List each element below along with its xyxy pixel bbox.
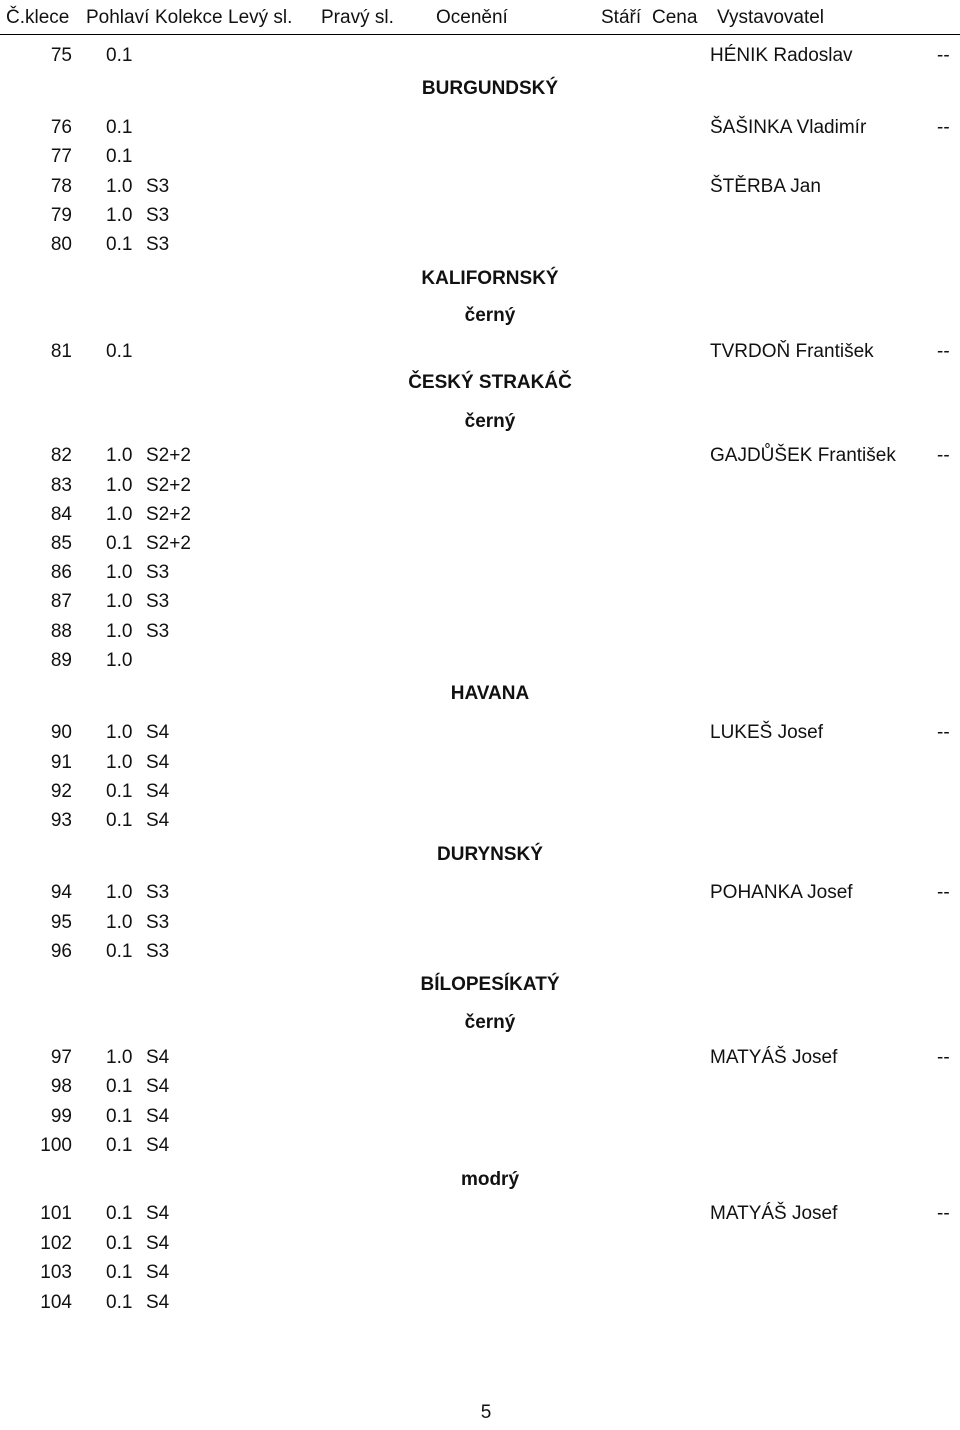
table-row bbox=[0, 1047, 960, 1076]
rating-dash: -- bbox=[937, 882, 950, 903]
table-row bbox=[0, 912, 960, 941]
cage-number: 77 bbox=[50, 146, 72, 167]
cage-number: 96 bbox=[50, 941, 72, 962]
cage-number: 81 bbox=[50, 341, 72, 362]
sex-code: 0.1 bbox=[106, 533, 133, 554]
table-row bbox=[0, 722, 960, 751]
sex-code: 1.0 bbox=[106, 504, 133, 525]
sex-code: 1.0 bbox=[106, 882, 133, 903]
table-row bbox=[0, 1292, 960, 1321]
sex-code: 1.0 bbox=[106, 650, 133, 671]
grade: S4 bbox=[146, 1106, 170, 1127]
header-age: Stáří bbox=[601, 7, 642, 28]
cage-number: 100 bbox=[40, 1135, 72, 1156]
table-row bbox=[0, 341, 960, 370]
sex-code: 0.1 bbox=[106, 234, 133, 255]
page-number: 5 bbox=[480, 1402, 492, 1423]
rating-dash: -- bbox=[937, 722, 950, 743]
table-row bbox=[0, 810, 960, 839]
table-row bbox=[0, 1076, 960, 1105]
breed-heading: černý bbox=[464, 411, 516, 432]
table-row bbox=[0, 1203, 960, 1232]
rating-dash: -- bbox=[937, 341, 950, 362]
table-row bbox=[0, 533, 960, 562]
grade: S3 bbox=[146, 205, 170, 226]
grade: S4 bbox=[146, 1203, 170, 1224]
cage-number: 80 bbox=[50, 234, 72, 255]
cage-number: 93 bbox=[50, 810, 72, 831]
table-row bbox=[0, 146, 960, 175]
sex-code: 0.1 bbox=[106, 781, 133, 802]
sex-code: 0.1 bbox=[106, 1233, 133, 1254]
grade: S2+2 bbox=[146, 445, 191, 466]
breed-heading: černý bbox=[464, 1012, 516, 1033]
table-row bbox=[0, 176, 960, 205]
exhibitor-name: ŠTĚRBA Jan bbox=[710, 176, 821, 197]
sex-code: 0.1 bbox=[106, 810, 133, 831]
exhibitor-name: HÉNIK Radoslav bbox=[710, 45, 853, 66]
sex-code: 1.0 bbox=[106, 445, 133, 466]
cage-number: 99 bbox=[50, 1106, 72, 1127]
table-row bbox=[0, 562, 960, 591]
cage-number: 78 bbox=[50, 176, 72, 197]
header-left-column: Levý sl. bbox=[228, 7, 293, 28]
breed-heading: HAVANA bbox=[450, 683, 530, 704]
table-row bbox=[0, 621, 960, 650]
table-row bbox=[0, 1135, 960, 1164]
grade: S2+2 bbox=[146, 475, 191, 496]
sex-code: 1.0 bbox=[106, 752, 133, 773]
exhibitor-name: GAJDŮŠEK František bbox=[710, 445, 896, 466]
grade: S4 bbox=[146, 810, 170, 831]
sex-code: 1.0 bbox=[106, 205, 133, 226]
cage-number: 90 bbox=[50, 722, 72, 743]
sex-code: 1.0 bbox=[106, 562, 133, 583]
table-row bbox=[0, 205, 960, 234]
cage-number: 91 bbox=[50, 752, 72, 773]
header-rating: Ocenění bbox=[436, 7, 508, 28]
exhibitor-name: TVRDOŇ František bbox=[710, 341, 874, 362]
sex-code: 0.1 bbox=[106, 1203, 133, 1224]
exhibitor-name: MATYÁŠ Josef bbox=[710, 1203, 838, 1224]
header-sex: Pohlaví bbox=[86, 7, 150, 28]
sex-code: 1.0 bbox=[106, 475, 133, 496]
grade: S3 bbox=[146, 941, 170, 962]
cage-number: 75 bbox=[50, 45, 72, 66]
rating-dash: -- bbox=[937, 445, 950, 466]
cage-number: 88 bbox=[50, 621, 72, 642]
grade: S3 bbox=[146, 621, 170, 642]
header-price: Cena bbox=[652, 7, 698, 28]
table-row bbox=[0, 504, 960, 533]
grade: S2+2 bbox=[146, 533, 191, 554]
table-row bbox=[0, 234, 960, 263]
cage-number: 83 bbox=[50, 475, 72, 496]
rating-dash: -- bbox=[937, 1203, 950, 1224]
rating-dash: -- bbox=[937, 117, 950, 138]
grade: S3 bbox=[146, 562, 170, 583]
grade: S4 bbox=[146, 1292, 170, 1313]
table-row bbox=[0, 781, 960, 810]
cage-number: 89 bbox=[50, 650, 72, 671]
sex-code: 1.0 bbox=[106, 912, 133, 933]
breed-heading: KALIFORNSKÝ bbox=[421, 268, 559, 289]
table-row bbox=[0, 475, 960, 504]
cage-number: 84 bbox=[50, 504, 72, 525]
cage-number: 92 bbox=[50, 781, 72, 802]
sex-code: 0.1 bbox=[106, 1106, 133, 1127]
sex-code: 1.0 bbox=[106, 176, 133, 197]
sex-code: 0.1 bbox=[106, 941, 133, 962]
sex-code: 1.0 bbox=[106, 621, 133, 642]
header-cage-number: Č.klece bbox=[6, 7, 70, 28]
breed-heading: BURGUNDSKÝ bbox=[421, 78, 559, 99]
cage-number: 95 bbox=[50, 912, 72, 933]
sex-code: 1.0 bbox=[106, 722, 133, 743]
grade: S4 bbox=[146, 1262, 170, 1283]
cage-number: 87 bbox=[50, 591, 72, 612]
breed-heading: ČESKÝ STRAKÁČ bbox=[408, 372, 572, 393]
table-row bbox=[0, 591, 960, 620]
breed-heading: černý bbox=[464, 305, 516, 326]
rating-dash: -- bbox=[937, 1047, 950, 1068]
cage-number: 104 bbox=[40, 1292, 72, 1313]
table-row bbox=[0, 1106, 960, 1135]
cage-number: 79 bbox=[50, 205, 72, 226]
cage-number: 86 bbox=[50, 562, 72, 583]
exhibitor-name: LUKEŠ Josef bbox=[710, 722, 823, 743]
table-row bbox=[0, 445, 960, 474]
table-row bbox=[0, 752, 960, 781]
grade: S4 bbox=[146, 752, 170, 773]
grade: S3 bbox=[146, 591, 170, 612]
grade: S3 bbox=[146, 234, 170, 255]
sex-code: 0.1 bbox=[106, 146, 133, 167]
sex-code: 0.1 bbox=[106, 1076, 133, 1097]
breed-heading: modrý bbox=[460, 1169, 520, 1190]
grade: S3 bbox=[146, 882, 170, 903]
cage-number: 101 bbox=[40, 1203, 72, 1224]
grade: S4 bbox=[146, 1047, 170, 1068]
sex-code: 0.1 bbox=[106, 1292, 133, 1313]
breed-heading: BÍLOPESÍKATÝ bbox=[420, 974, 560, 995]
table-row bbox=[0, 650, 960, 679]
cage-number: 85 bbox=[50, 533, 72, 554]
cage-number: 82 bbox=[50, 445, 72, 466]
table-row bbox=[0, 882, 960, 911]
exhibitor-name: ŠAŠINKA Vladimír bbox=[710, 117, 867, 138]
cage-number: 103 bbox=[40, 1262, 72, 1283]
grade: S3 bbox=[146, 176, 170, 197]
header-exhibitor: Vystavovatel bbox=[717, 7, 825, 28]
header-right-column: Pravý sl. bbox=[321, 7, 394, 28]
table-row bbox=[0, 45, 960, 74]
sex-code: 1.0 bbox=[106, 1047, 133, 1068]
cage-number: 76 bbox=[50, 117, 72, 138]
table-row bbox=[0, 1233, 960, 1262]
sex-code: 0.1 bbox=[106, 341, 133, 362]
breed-heading: DURYNSKÝ bbox=[437, 844, 543, 865]
grade: S4 bbox=[146, 781, 170, 802]
grade: S4 bbox=[146, 722, 170, 743]
header-collection: Kolekce bbox=[155, 7, 223, 28]
sex-code: 0.1 bbox=[106, 45, 133, 66]
table-row bbox=[0, 941, 960, 970]
sex-code: 0.1 bbox=[106, 1135, 133, 1156]
cage-number: 98 bbox=[50, 1076, 72, 1097]
table-row bbox=[0, 117, 960, 146]
grade: S4 bbox=[146, 1076, 170, 1097]
grade: S3 bbox=[146, 912, 170, 933]
sex-code: 0.1 bbox=[106, 1262, 133, 1283]
grade: S4 bbox=[146, 1135, 170, 1156]
sex-code: 1.0 bbox=[106, 591, 133, 612]
cage-number: 94 bbox=[50, 882, 72, 903]
exhibitor-name: MATYÁŠ Josef bbox=[710, 1047, 838, 1068]
rating-dash: -- bbox=[937, 45, 950, 66]
exhibitor-name: POHANKA Josef bbox=[710, 882, 853, 903]
cage-number: 102 bbox=[40, 1233, 72, 1254]
sex-code: 0.1 bbox=[106, 117, 133, 138]
cage-number: 97 bbox=[50, 1047, 72, 1068]
grade: S2+2 bbox=[146, 504, 191, 525]
table-row bbox=[0, 1262, 960, 1291]
grade: S4 bbox=[146, 1233, 170, 1254]
